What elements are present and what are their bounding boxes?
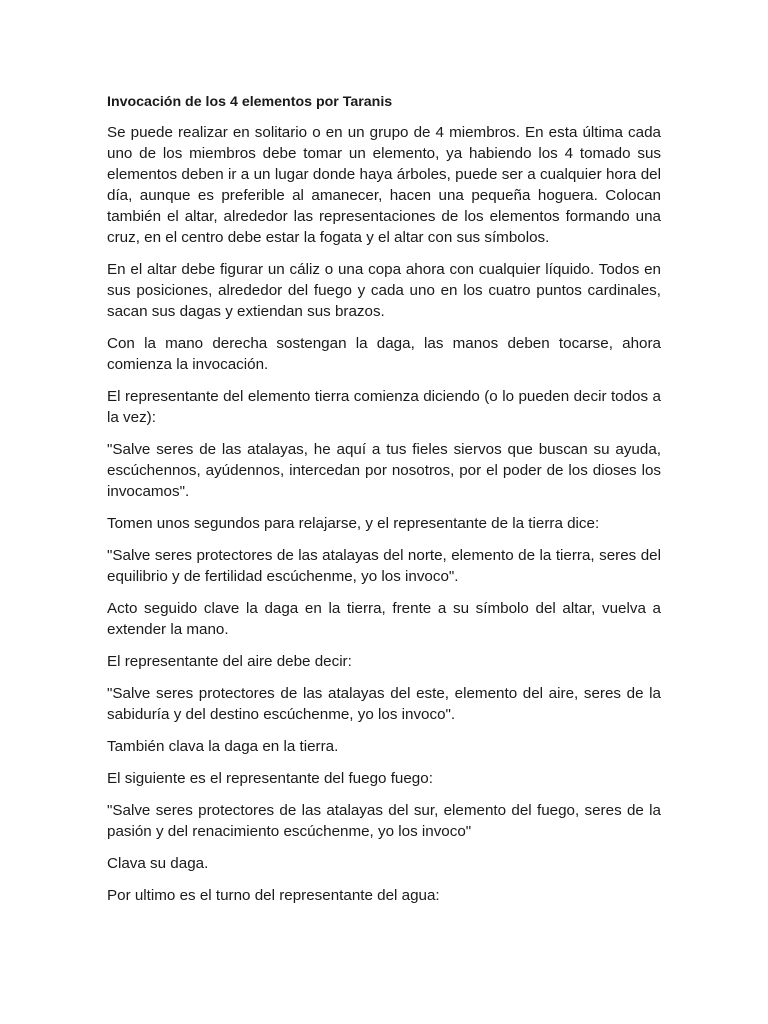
- paragraph: Clava su daga.: [107, 855, 209, 872]
- paragraph: Tomen unos segundos para relajarse, y el representante de la tierra dice:: [107, 515, 600, 532]
- paragraph: "Salve seres protectores de las atalayas del sur, elemento del fuego, seres de la pasión y del renacimiento escúchenme, yo los invoco": [107, 802, 661, 840]
- paragraph: También clava la daga en la tierra.: [107, 738, 339, 755]
- paragraph: Acto seguido clave la daga en la tierra, frente a su símbolo del altar, vuelva a extender la mano.: [107, 600, 661, 638]
- paragraph: Se puede realizar en solitario o en un grupo de 4 miembros. En esta última cada uno de los miembros debe tomar un elemento, ya habiendo los 4 tomado sus elementos deben ir a un lugar donde haya árboles, puede ser a cualquier hora del día, aunque es preferible al amanecer, hacen una pequeña hoguera. Colocan también el altar, alrededor las representaciones de los elementos formando una cruz, en el centro debe estar la fogata y el altar con sus símbolos.: [107, 124, 661, 246]
- paragraph: Por ultimo es el turno del representante del agua:: [107, 887, 440, 904]
- paragraph: El representante del elemento tierra comienza diciendo (o lo pueden decir todos a la vez):: [107, 388, 661, 426]
- paragraph: "Salve seres protectores de las atalayas del norte, elemento de la tierra, seres del equilibrio y de fertilidad escúchenme, yo los invoco".: [107, 547, 661, 585]
- document-title: Invocación de los 4 elementos por Taranis: [107, 94, 393, 110]
- document-page: [107, 92, 661, 917]
- paragraph: "Salve seres protectores de las atalayas del este, elemento del aire, seres de la sabiduría y del destino escúchenme, yo los invoco".: [107, 685, 661, 723]
- paragraph: El representante del aire debe decir:: [107, 653, 352, 670]
- paragraph: El siguiente es el representante del fuego fuego:: [107, 770, 433, 787]
- paragraph: "Salve seres de las atalayas, he aquí a tus fieles siervos que buscan su ayuda, escúchennos, ayúdennos, intercedan por nosotros, por el poder de los dioses los invocamos".: [107, 441, 661, 500]
- paragraph: Con la mano derecha sostengan la daga, las manos deben tocarse, ahora comienza la invocación.: [107, 335, 661, 373]
- paragraph: En el altar debe figurar un cáliz o una copa ahora con cualquier líquido. Todos en sus posiciones, alrededor del fuego y cada uno en los cuatro puntos cardinales, sacan sus dagas y extiendan sus brazos.: [107, 261, 661, 320]
